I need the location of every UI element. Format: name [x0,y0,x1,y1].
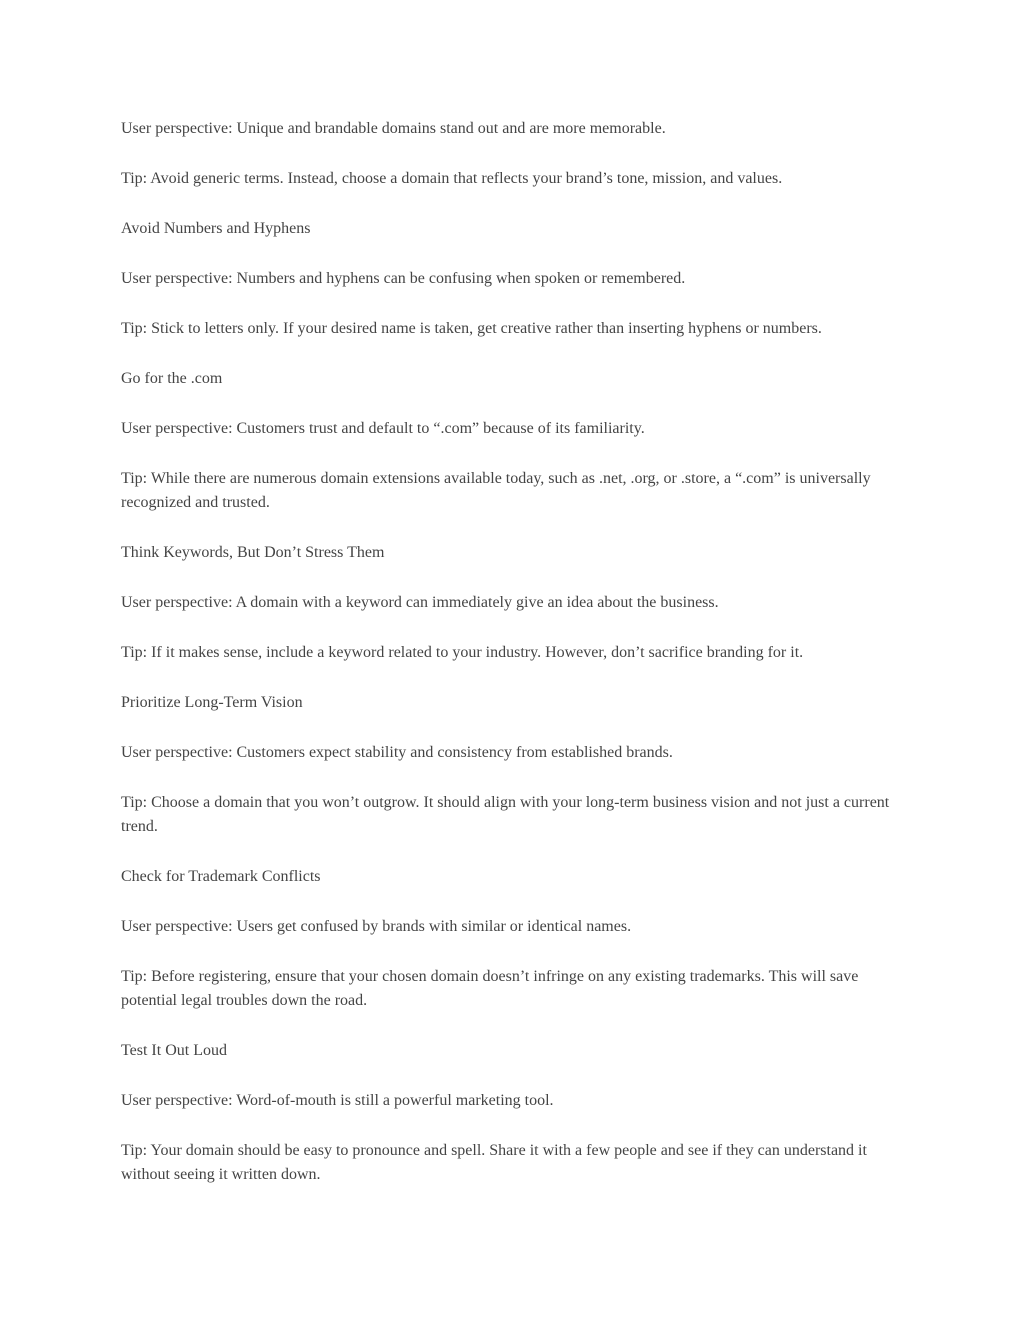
paragraph-tip-trademarks: Tip: Before registering, ensure that your chosen domain doesn’t infringe on any existing trademarks. This will save potential legal troubles down the road. [121,968,859,1009]
paragraph-tip-extensions: Tip: While there are numerous domain extensions available today, such as .net, .org, or .store, a “.com” is universally recognized and trusted. [121,470,871,511]
paragraph-user-perspective-word-of-mouth: User perspective: Word-of-mouth is still a powerful marketing tool. [121,1092,554,1109]
paragraph-tip-letters-only: Tip: Stick to letters only. If your desired name is taken, get creative rather than inserting hyphens or numbers. [121,320,822,337]
heading-go-for-com: Go for the .com [121,370,223,387]
heading-trademark-conflicts: Check for Trademark Conflicts [121,868,321,885]
heading-avoid-numbers-hyphens: Avoid Numbers and Hyphens [121,220,311,237]
paragraph-tip-outgrow: Tip: Choose a domain that you won’t outgrow. It should align with your long-term business vision and not just a current trend. [121,794,890,835]
paragraph-user-perspective-brandable: User perspective: Unique and brandable domains stand out and are more memorable. [121,120,666,137]
heading-think-keywords: Think Keywords, But Don’t Stress Them [121,544,385,561]
heading-test-out-loud: Test It Out Loud [121,1042,227,1059]
paragraph-user-perspective-com: User perspective: Customers trust and default to “.com” because of its familiarity. [121,420,645,437]
paragraph-user-perspective-stability: User perspective: Customers expect stability and consistency from established brands. [121,744,673,761]
paragraph-user-perspective-keyword: User perspective: A domain with a keyword can immediately give an idea about the business. [121,594,719,611]
paragraph-tip-avoid-generic: Tip: Avoid generic terms. Instead, choose a domain that reflects your brand’s tone, mission, and values. [121,170,783,187]
document-body [121,117,911,1213]
paragraph-tip-pronounce: Tip: Your domain should be easy to pronounce and spell. Share it with a few people and see if they can understand it without seeing it written down. [121,1142,867,1183]
paragraph-user-perspective-confused: User perspective: Users get confused by brands with similar or identical names. [121,918,632,935]
paragraph-tip-keyword: Tip: If it makes sense, include a keyword related to your industry. However, don’t sacrifice branding for it. [121,644,804,661]
heading-long-term-vision: Prioritize Long-Term Vision [121,694,303,711]
paragraph-user-perspective-numbers: User perspective: Numbers and hyphens can be confusing when spoken or remembered. [121,270,686,287]
